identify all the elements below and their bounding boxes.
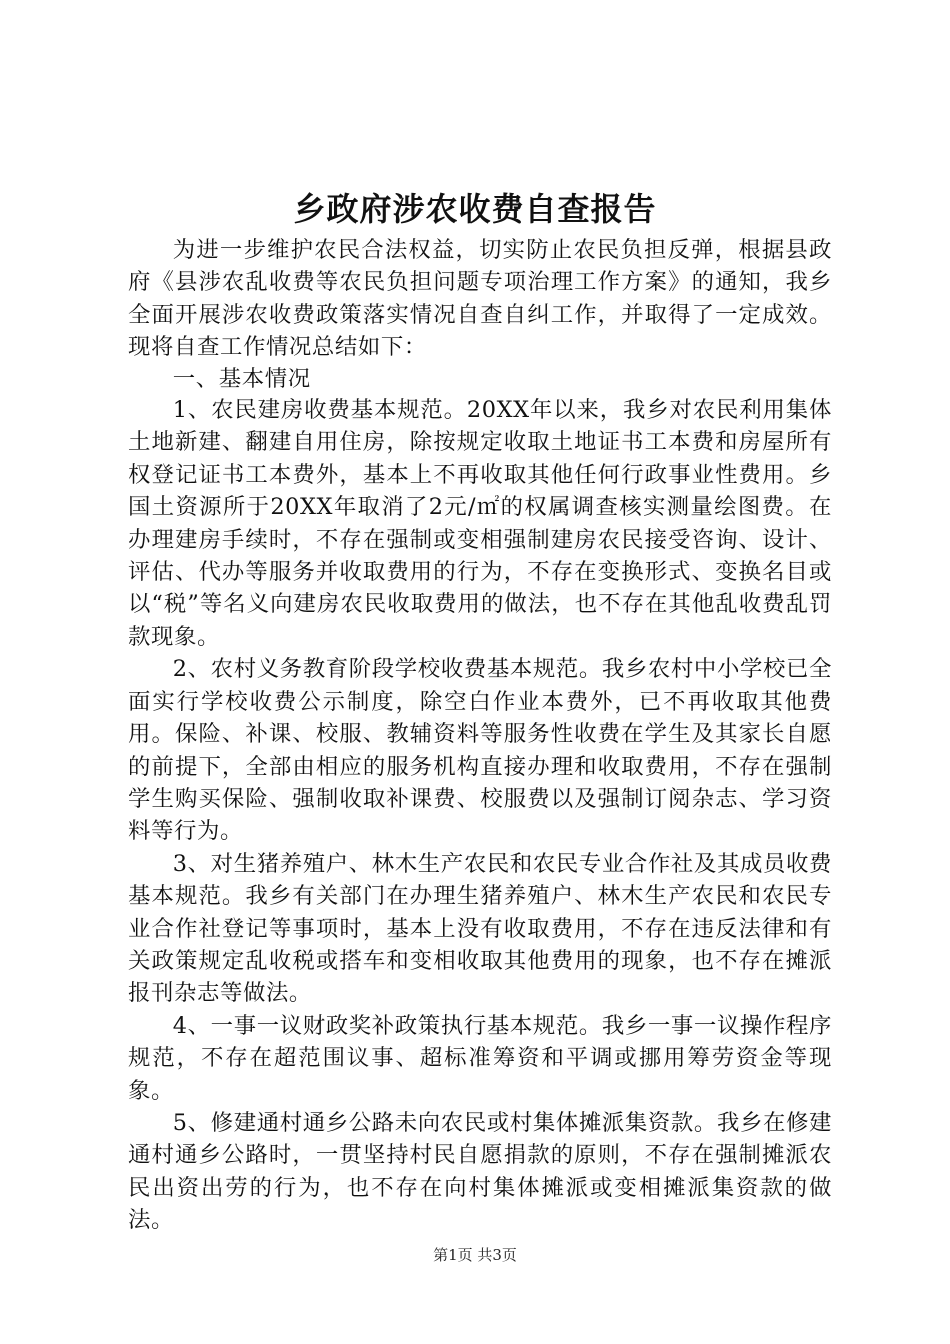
page-number-footer: 第1页 共3页: [433, 1246, 517, 1264]
paragraph-road-construction: 5、修建通村通乡公路未向农民或村集体摊派集资款。我乡在修建通村通乡公路时，一贯坚持村民自愿捐款的原则，不存在强制摊派农民出资出劳的行为，也不存在向村集体摊派或变相摊派集资款的做法。: [128, 1109, 832, 1234]
paragraph-cooperative-fees: 3、对生猪养殖户、林木生产农民和农民专业合作社及其成员收费基本规范。我乡有关部门在办理生猪养殖户、林木生产农民和农民专业合作社登记等事项时，基本上没有收取费用，不存在违反法律和有关政策规定乱收税或搭车和变相收取其他费用的现象，也不存在摊派报刊杂志等做法。: [128, 850, 832, 1007]
paragraph-housing-fees: 1、农民建房收费基本规范。20XX年以来，我乡对农民利用集体土地新建、翻建自用住房，除按规定收取土地证书工本费和房屋所有权登记证书工本费外，基本上不再收取其他任何行政事业性费用。乡国土资源所于20XX年取消了2元/㎡的权属调查核实测量绘图费。在办理建房手续时，不存在强制或变相强制建房农民接受咨询、设计、评估、代办等服务并收取费用的行为，不存在变换形式、变换名目或以“税”等名义向建房农民收取费用的做法，也不存在其他乱收费乱罚款现象。: [128, 397, 832, 650]
section-heading-basic-situation: 一、基本情况: [172, 365, 311, 392]
intro-paragraph: 为进一步维护农民合法权益，切实防止农民负担反弹，根据县政府《县涉农乱收费等农民负担问题专项治理工作方案》的通知，我乡全面开展涉农收费政策落实情况自查自纠工作，并取得了一定成效。现将自查工作情况总结如下：: [128, 237, 832, 361]
document-body: [128, 234, 832, 1237]
paragraph-subsidy-policy: 4、一事一议财政奖补政策执行基本规范。我乡一事一议操作程序规范，不存在超范围议事、超标准筹资和平调或挪用筹劳资金等现象。: [128, 1012, 832, 1104]
paragraph-school-fees: 2、农村义务教育阶段学校收费基本规范。我乡农村中小学校已全面实行学校收费公示制度，除空白作业本费外，已不再收取其他费用。保险、补课、校服、教辅资料等服务性收费在学生及其家长自愿的前提下，全部由相应的服务机构直接办理和收取费用，不存在强制学生购买保险、强制收取补课费、校服费以及强制订阅杂志、学习资料等行为。: [128, 656, 832, 845]
document-title: 乡政府涉农收费自查报告: [293, 190, 657, 228]
